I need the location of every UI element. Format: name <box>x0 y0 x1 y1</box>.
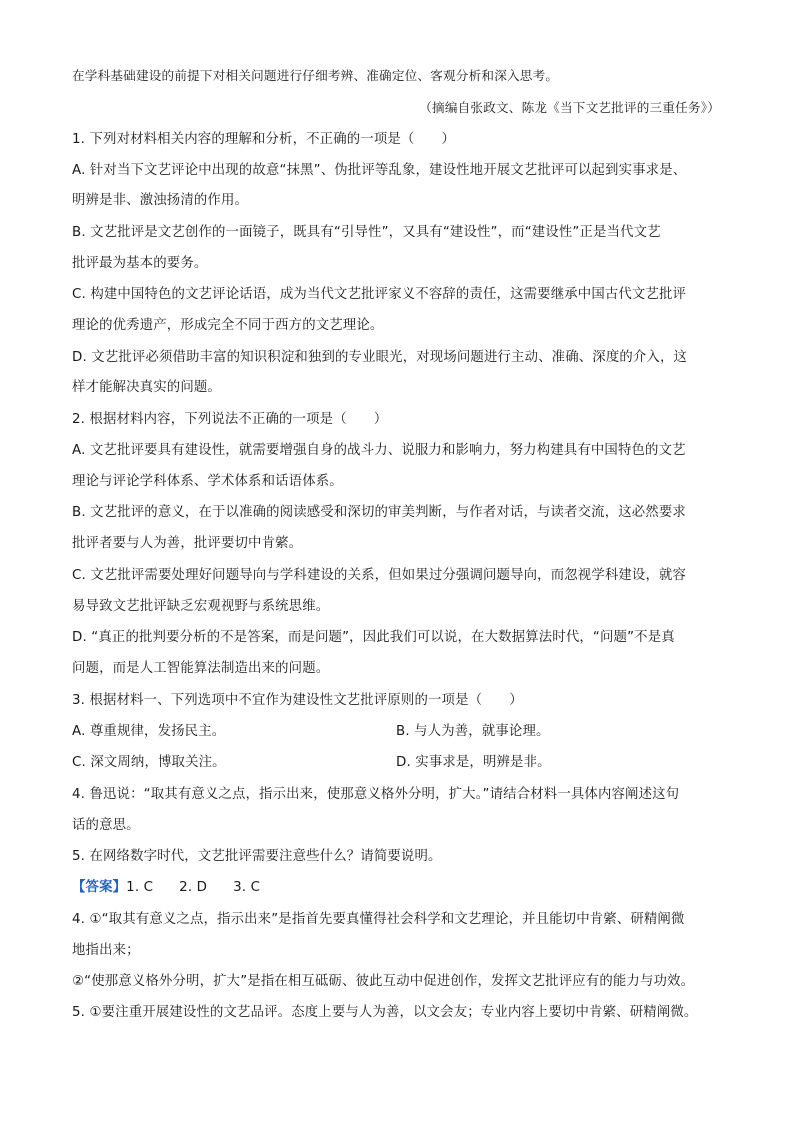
answer-5-line-1: 5. ①要注重开展建设性的文艺品评。态度上要与人为善，以文会友；专业内容上要切中肯綮、研精阐微。 <box>72 1005 698 1020</box>
question-1-option-a: A. 针对当下文艺评论中出现的故意“抹黑”、伪批评等乱象，建设性地开展文艺批评可以起到实事求是、 <box>72 163 687 178</box>
answer-item-3: 3. C <box>233 880 261 895</box>
answer-item-1: 1. C <box>126 880 154 895</box>
question-3-option-c: C. 深文周纳，博取关注。 <box>72 755 226 770</box>
question-3-option-b: B. 与人为善，就事论理。 <box>396 724 550 739</box>
question-5-stem: 5. 在网络数字时代，文艺批评需要注意些什么？请简要说明。 <box>72 849 442 864</box>
question-2-stem: 2. 根据材料内容，下列说法不正确的一项是（ ） <box>72 412 388 427</box>
question-3-option-a: A. 尊重规律，发扬民主。 <box>72 724 226 739</box>
question-2-option-b: B. 文艺批评的意义，在于以准确的阅读感受和深切的审美判断，与作者对话，与读者交流，这必然要求 <box>72 505 686 520</box>
question-1-option-b-cont: 批评最为基本的要务。 <box>72 256 208 271</box>
question-1-option-b: B. 文艺批评是文艺创作的一面镜子，既具有“引导性”，又具有“建设性”，而“建设性”正是当代文艺 <box>72 225 661 240</box>
passage-tail: 在学科基础建设的前提下对相关问题进行仔细考辨、准确定位、客观分析和深入思考。 <box>72 68 559 83</box>
answer-line <box>72 878 286 898</box>
answer-item-2: 2. D <box>179 880 208 895</box>
question-4-stem-cont: 话的意思。 <box>72 818 140 833</box>
question-3-stem: 3. 根据材料一、下列选项中不宜作为建设性文艺批评原则的一项是（ ） <box>72 693 523 708</box>
question-2-option-d: D. “真正的批判要分析的不是答案，而是问题”，因此我们可以说，在大数据算法时代，“问题”不是真 <box>72 630 675 645</box>
question-1-option-c: C. 构建中国特色的文艺评论话语，成为当代文艺批评家义不容辞的责任，这需要继承中国古代文艺批评 <box>72 287 687 302</box>
question-2-option-d-cont: 问题，而是人工智能算法制造出来的问题。 <box>72 661 330 676</box>
question-1-option-c-cont: 理论的优秀遗产，形成完全不同于西方的文艺理论。 <box>72 318 384 333</box>
answer-tag: 【答案】 <box>72 880 127 895</box>
question-2-option-b-cont: 批评者要与人为善，批评要切中肯綮。 <box>72 536 303 551</box>
question-2-option-c-cont: 易导致文艺批评缺乏宏观视野与系统思维。 <box>72 599 330 614</box>
answer-4-line-2: 地指出来； <box>72 943 140 958</box>
question-3-option-d: D. 实事求是，明辨是非。 <box>396 755 551 770</box>
passage-source: （摘编自张政文、陈龙《当下文艺批评的三重任务》） <box>419 100 720 115</box>
answer-4-line-1: 4. ①“取其有意义之点，指示出来”是指首先要真懂得社会科学和文艺理论，并且能切中肯綮、研精阐微 <box>72 912 685 927</box>
question-1-option-d: D. 文艺批评必须借助丰富的知识积淀和独到的专业眼光，对现场问题进行主动、准确、深度的介入，这 <box>72 350 688 365</box>
question-2-option-a: A. 文艺批评要具有建设性，就需要增强自身的战斗力、说服力和影响力，努力构建具有中国特色的文艺 <box>72 443 686 458</box>
question-1-option-a-cont: 明辨是非、激浊扬清的作用。 <box>72 193 249 208</box>
question-1-option-d-cont: 样才能解决真实的问题。 <box>72 380 221 395</box>
question-4-stem: 4. 鲁迅说：“取其有意义之点，指示出来，使那意义格外分明，扩大。”请结合材料一具体内容阐述这句 <box>72 787 680 802</box>
question-2-option-a-cont: 理论与评论学科体系、学术体系和话语体系。 <box>72 474 343 489</box>
question-2-option-c: C. 文艺批评需要处理好问题导向与学科建设的关系，但如果过分强调问题导向，而忽视学科建设，就容 <box>72 568 687 583</box>
answer-4-line-3: ②“使那意义格外分明，扩大”是指在相互砥砺、彼此互动中促进创作，发挥文艺批评应有的能力与功效。 <box>72 974 695 989</box>
question-1-stem: 1. 下列对材料相关内容的理解和分析，不正确的一项是（ ） <box>72 132 456 147</box>
